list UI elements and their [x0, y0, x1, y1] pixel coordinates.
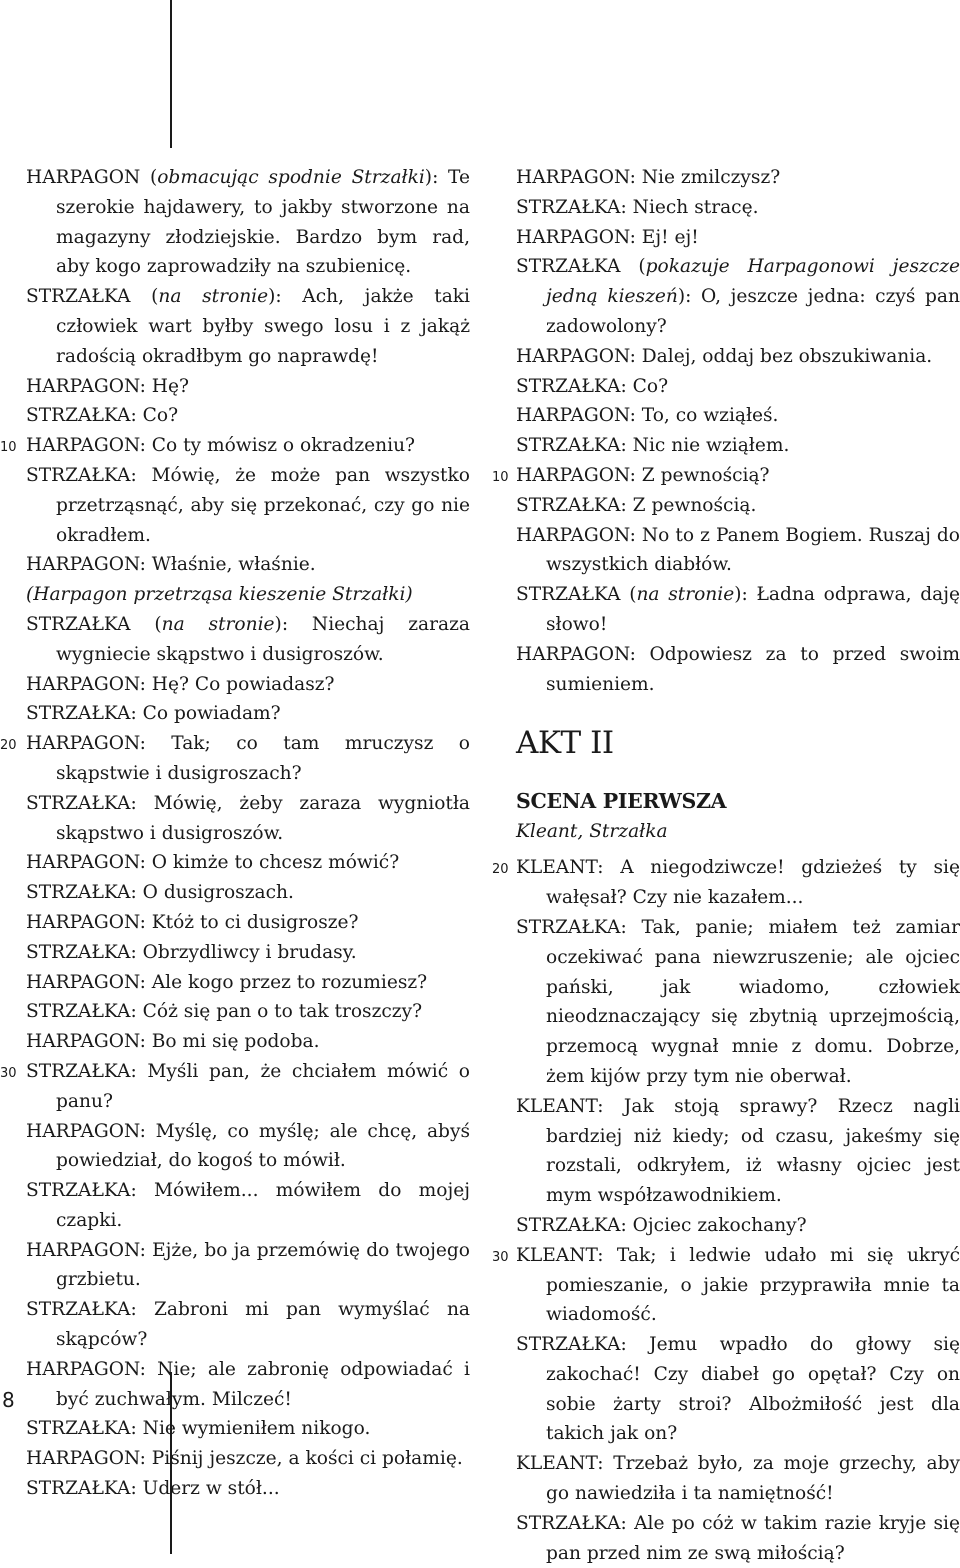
speaker-name: KLEANT: [516, 1244, 598, 1266]
speech-text: : Niech stracę.: [620, 196, 759, 218]
speech-text: : O kimże to chcesz mówić?: [139, 852, 400, 874]
dialogue-line: [516, 1330, 960, 1449]
speaker-name: HARPAGON: [516, 524, 630, 546]
dialogue-line: [516, 1211, 960, 1241]
speech-text: : Właśnie, właśnie.: [139, 554, 316, 576]
speech-text: : Co ty mówisz o okradzeniu?: [139, 435, 416, 457]
speech-text: : Ale kogo przez to rozumiesz?: [139, 971, 428, 993]
line-number: 10: [0, 440, 17, 456]
dialogue-line: [26, 968, 470, 998]
dialogue-line: [26, 1444, 470, 1474]
speech-text: : Jak stoją sprawy? Rzecz nagli bardziej niż kiedy; od czasu, jakeśmy się rozstali, odkryłem, iż własny ojciec jest mym współzawodnikiem.: [546, 1095, 960, 1207]
speech-text: : Nie zmilczysz?: [629, 167, 781, 188]
speaker-name: HARPAGON: [26, 673, 140, 695]
dialogue-line: HARPAGON (obmacując spodnie Strzałki): Te szerokie hajdawery, to jakby stworzone na magazyny złodziejskie. Bardzo bym rad, aby kogo zaprowadziły na szubienicę.: [26, 167, 470, 278]
speaker-name: STRZAŁKA: [516, 916, 621, 938]
speech-text: : No to z Panem Bogiem. Ruszaj do wszystkich diabłów.: [546, 524, 960, 576]
speaker-name: STRZAŁKA: [516, 196, 621, 218]
speaker-name: HARPAGON: [26, 554, 140, 576]
speaker-name: STRZAŁKA: [516, 1512, 621, 1534]
right-column: [492, 163, 960, 1568]
right-column-bottom: [492, 853, 960, 1568]
dialogue-line: [26, 997, 470, 1027]
speaker-name: STRZAŁKA: [516, 375, 621, 397]
speech-text: : Ach, jakże taki człowiek wart byłby swego losu i z jakąż radością okradłbym go naprawdę!: [56, 286, 471, 367]
speaker-name: KLEANT: [516, 1453, 598, 1475]
left-column: [0, 163, 471, 1504]
speaker-name: STRZAŁKA: [26, 1060, 131, 1082]
dialogue-line: [516, 193, 960, 223]
speech-text: : Hę? Co powiadasz?: [139, 673, 335, 695]
line-number: 30: [0, 1065, 17, 1081]
speech-text: : Niechaj zaraza wygniecie skąpstwo i dusigroszów.: [56, 613, 470, 665]
speech-text: : Co?: [620, 375, 669, 397]
page-number: 8: [2, 1388, 15, 1412]
speech-text: : Cóż się pan o to tak troszczy?: [130, 1001, 423, 1023]
speech-text: : Bo mi się podoba.: [139, 1031, 320, 1053]
dialogue-line: [0, 431, 470, 461]
speaker-name: STRZAŁKA: [26, 1299, 131, 1321]
speech-text: : Obrzydliwcy i brudasy.: [130, 941, 357, 963]
speaker-name: HARPAGON: [516, 464, 630, 486]
speech-text: : Jemu wpadło do głowy się zakochać! Czy diabeł go opętał? Czy on sobie żarty stroi? Albożmiłość jest dla takich jak on?: [546, 1334, 960, 1445]
dialogue-line: [26, 878, 470, 908]
stage-direction-text: obmacując spodnie Strzałki: [157, 167, 425, 188]
dialogue-line: STRZAŁKA (na stronie): Ładna odprawa, daję słowo!: [516, 584, 960, 635]
dialogue-line: [516, 1509, 960, 1568]
speech-text: : Tak; i ledwie udało mi się ukryć pomieszanie, o jakie przyprawiła mnie ta wiadomość.: [546, 1244, 960, 1326]
speech-text: : Nic nie wziąłem.: [620, 435, 790, 457]
speaker-name: STRZAŁKA: [26, 882, 131, 904]
line-number: 10: [492, 469, 509, 485]
dialogue-line: [492, 1241, 960, 1330]
speaker-name: STRZAŁKA: [26, 1418, 131, 1440]
speech-text: : Ej! ej!: [629, 226, 699, 248]
speech-text: : A niegodziwcze! gdzieżeś ty się wałęsał? Czy nie kazałem...: [546, 857, 960, 909]
speaker-name: HARPAGON: [26, 1031, 140, 1053]
speaker-name: HARPAGON: [26, 1120, 140, 1142]
dialogue-line: [516, 223, 960, 253]
dialogue-line: [26, 401, 470, 431]
speaker-name: STRZAŁKA: [26, 703, 131, 725]
dialogue-line: [26, 908, 470, 938]
stage-direction-text: na stronie: [161, 613, 275, 635]
line-number: 20: [492, 862, 509, 878]
speech-text: : Piśnij jeszcze, a kości ci połamię.: [139, 1448, 463, 1470]
dialogue-line: [516, 640, 960, 700]
speech-text: : Ejże, bo ja przemówię do twojego grzbietu.: [56, 1239, 470, 1291]
dialogue-line: [26, 1295, 470, 1355]
dialogue-line: STRZAŁKA (na stronie): Ach, jakże taki człowiek wart byłby swego losu i z jakąż radością okradłbym go naprawdę!: [26, 286, 471, 367]
stage-direction-text: na stronie: [636, 584, 735, 606]
speaker-name: HARPAGON: [516, 405, 630, 427]
speaker-name: HARPAGON: [26, 971, 140, 993]
stage-direction-text: (Harpagon przetrząsa kieszenie Strzałki): [26, 584, 413, 606]
speech-text: : Odpowiesz za to przed swoim sumieniem.: [546, 643, 960, 695]
dialogue-line: [26, 699, 470, 729]
stage-direction-text: pokazuje Harpagonowi jeszcze jedną kieszeń: [546, 256, 960, 308]
speaker-name: HARPAGON: [516, 226, 630, 248]
speech-text: : To, co wziąłeś.: [629, 405, 779, 427]
dialogue-line: [26, 789, 470, 849]
speaker-name: HARPAGON: [26, 1239, 140, 1261]
speech-text: : Któż to ci dusigrosze?: [139, 911, 359, 933]
speaker-name: STRZAŁKA: [26, 613, 131, 635]
speech-text: : Ojciec zakochany?: [620, 1214, 807, 1236]
speech-text: : Mówiłem... mówiłem do mojej czapki.: [56, 1180, 470, 1231]
speech-text: : Z pewnością?: [629, 464, 770, 486]
dialogue-line: [492, 853, 960, 913]
speaker-name: STRZAŁKA: [516, 1214, 621, 1236]
speech-text: : Uderz w stół...: [130, 1478, 280, 1500]
speaker-name: STRZAŁKA: [516, 1334, 621, 1356]
speech-text: : Nie; ale zabronię odpowiadać i być zuchwałym. Milczeć!: [56, 1358, 470, 1410]
dialogue-line: [0, 729, 470, 789]
speech-text: : Mówię, żeby zaraza wygniotła skąpstwo i dusigroszów.: [56, 792, 470, 844]
dialogue-line: [516, 491, 960, 521]
speaker-name: STRZAŁKA: [26, 1478, 131, 1500]
dialogue-line: [26, 461, 470, 550]
top-rule: [170, 0, 172, 148]
speaker-name: STRZAŁKA: [516, 494, 621, 516]
stage-direction: [26, 580, 470, 610]
speech-text: : Te szerokie hajdawery, to jakby stworzone na magazyny złodziejskie. Bardzo bym rad, aby kogo zaprowadziły na szubienicę.: [56, 167, 470, 278]
speech-text: : Mówię, że może pan wszystko przetrząsnąć, aby się przekonać, czy go nie okradłem.: [56, 464, 470, 546]
speaker-name: STRZAŁKA: [26, 286, 131, 308]
dialogue-line: [26, 670, 470, 700]
speaker-name: HARPAGON: [516, 167, 630, 188]
dialogue-line: [26, 1176, 470, 1236]
dialogue-line: [26, 1236, 470, 1296]
speaker-name: HARPAGON: [26, 375, 140, 397]
dialogue-line: [26, 848, 470, 878]
dialogue-line: [0, 1057, 470, 1117]
speech-text: : Ładna odprawa, daję słowo!: [546, 584, 960, 635]
speech-text: : O dusigroszach.: [130, 882, 294, 904]
speaker-name: HARPAGON: [516, 643, 630, 665]
speaker-name: HARPAGON: [26, 733, 140, 755]
speaker-name: HARPAGON: [26, 1358, 140, 1380]
dialogue-line: [516, 401, 960, 431]
speaker-name: HARPAGON: [516, 345, 630, 367]
dialogue-line: STRZAŁKA (na stronie): Niechaj zaraza wygniecie skąpstwo i dusigroszów.: [26, 613, 470, 665]
dialogue-line: [26, 1117, 470, 1177]
line-number: 30: [492, 1249, 509, 1265]
dialogue-line: [516, 913, 960, 1092]
dialogue-line: [516, 163, 960, 193]
speech-text: : O, jeszcze jedna: czyś pan zadowolony?: [546, 286, 960, 337]
speech-text: : Z pewnością.: [620, 494, 757, 516]
speaker-name: STRZAŁKA: [516, 256, 621, 278]
speech-text: : Nie wymieniłem nikogo.: [130, 1418, 371, 1440]
dialogue-line: [516, 342, 960, 372]
scene-cast: Kleant, Strzałka: [516, 821, 668, 843]
dialogue-line: [26, 550, 470, 580]
speech-text: : Zabroni mi pan wymyślać na skąpców?: [56, 1299, 470, 1351]
dialogue-line: [516, 521, 960, 581]
speaker-name: HARPAGON: [26, 435, 140, 457]
speaker-name: STRZAŁKA: [26, 1180, 131, 1202]
dialogue-line: STRZAŁKA (pokazuje Harpagonowi jeszcze jedną kieszeń): O, jeszcze jedna: czyś pan zadowolony?: [516, 256, 960, 337]
speaker-name: KLEANT: [516, 857, 598, 879]
speech-text: : Trzebaż było, za moje grzechy, aby go nawiedziła i ta namiętność!: [546, 1453, 960, 1505]
speech-text: : Myśli pan, że chciałem mówić o panu?: [56, 1060, 470, 1112]
speaker-name: STRZAŁKA: [26, 405, 131, 427]
speaker-name: HARPAGON: [26, 852, 140, 874]
dialogue-line: [26, 372, 470, 402]
line-number: 20: [0, 738, 17, 754]
speaker-name: KLEANT: [516, 1095, 598, 1117]
speaker-name: STRZAŁKA: [26, 1001, 131, 1023]
speaker-name: STRZAŁKA: [26, 464, 131, 486]
act-title: AKT II: [516, 725, 614, 762]
speaker-name: STRZAŁKA: [26, 792, 131, 814]
dialogue-line: [26, 1027, 470, 1057]
speech-text: : Dalej, oddaj bez obszukiwania.: [629, 345, 933, 367]
speaker-name: HARPAGON: [26, 1448, 140, 1470]
dialogue-line: [516, 1449, 960, 1509]
dialogue-line: [26, 1474, 470, 1504]
scene-title: SCENA PIERWSZA: [516, 789, 727, 814]
right-column-top: [492, 163, 960, 699]
speaker-name: STRZAŁKA: [26, 941, 131, 963]
dialogue-line: [492, 461, 960, 491]
speaker-name: STRZAŁKA: [516, 584, 621, 606]
speech-text: : Tak; co tam mruczysz o skąpstwie i dusigroszach?: [56, 733, 470, 784]
speech-text: : Hę?: [139, 375, 189, 397]
speaker-name: HARPAGON: [26, 911, 140, 933]
speaker-name: STRZAŁKA: [516, 435, 621, 457]
speech-text: : Tak, panie; miałem też zamiar oczekiwać pana niewzruszenie; ale ojciec pański, jak wiadomo, człowiek nieodznaczający się zbytnią uprzejmością, przemocą wygnał mnie z domu. Dobrze, żem kijów przy tym nie oberwał.: [546, 916, 960, 1087]
speech-text: : Ale po cóż w takim razie kryje się pan przed nim ze swą miłością?: [546, 1512, 960, 1564]
stage-direction-text: na stronie: [158, 286, 269, 308]
speech-text: : Myślę, co myślę; ale chcę, abyś powiedział, do kogoś to mówił.: [56, 1120, 470, 1172]
speech-text: : Co powiadam?: [130, 703, 281, 725]
speech-text: : Co?: [130, 405, 179, 427]
dialogue-line: [516, 431, 960, 461]
dialogue-line: [26, 1414, 470, 1444]
dialogue-line: [26, 1355, 470, 1415]
speaker-name: HARPAGON: [26, 167, 141, 188]
dialogue-line: [516, 1092, 960, 1211]
dialogue-line: [516, 372, 960, 402]
dialogue-line: [26, 938, 470, 968]
